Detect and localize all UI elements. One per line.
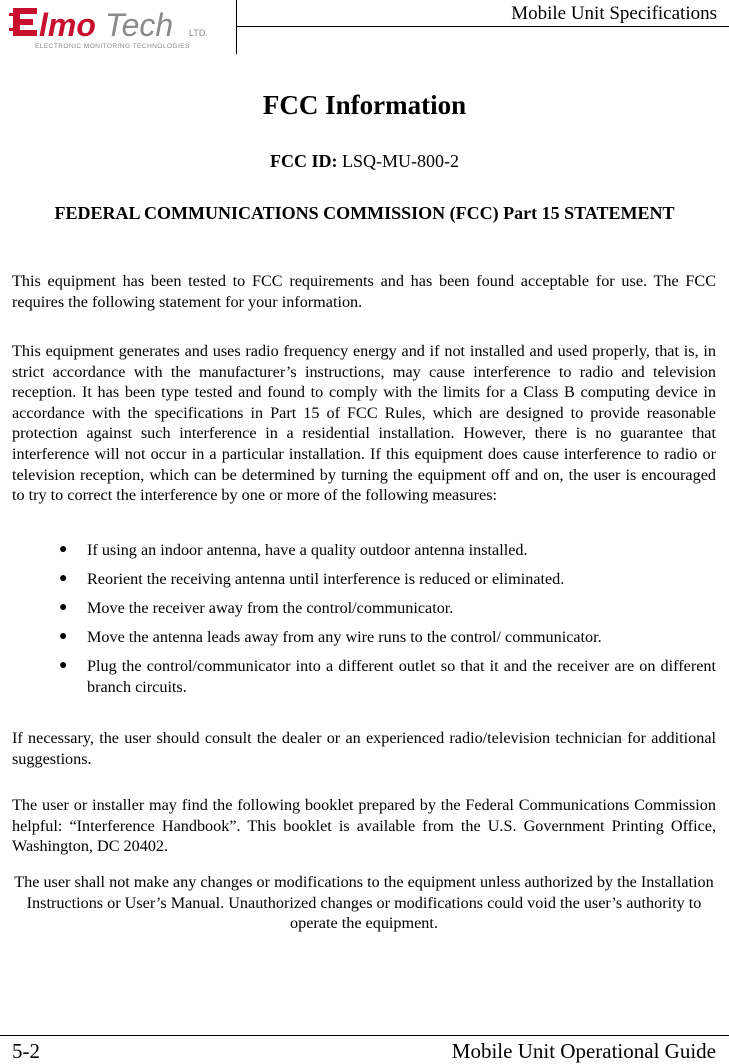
header-divider-horizontal [236, 26, 729, 27]
list-item [12, 598, 716, 619]
logo-tagline: ELECTRONIC MONITORING TECHNOLOGIES [35, 43, 190, 50]
list-item [12, 540, 716, 561]
bullet-icon: ● [59, 542, 68, 557]
list-item-text: Move the receiver away from the control/communicator. [87, 599, 454, 618]
logo-tech-text: Tech [105, 7, 174, 43]
footer-divider [0, 1035, 729, 1036]
page-header [0, 0, 729, 55]
bullet-icon: ● [59, 571, 68, 587]
logo-e-mark [9, 8, 37, 36]
paragraph-interference: This equipment generates and uses radio frequency energy and if not installed and used properly, that is, in strict accordance with the manufacturer’s instructions, may cause interference to radio and television reception. It has been type tested and found to comply with the limits for a Class B computing device in accordance with the specifications in Part 15 of FCC Rules, which are designed to provide reasonable protection against such interference in a residential installation. However, there is no guarantee that interference will not occur in a particular installation. If this equipment does cause interference to radio or television reception, which can be determined by turning the equipment off and on, the user is encouraged to try to correct the interference by one or more of the following measures: [12, 342, 716, 505]
list-item [12, 627, 716, 648]
page-number: 5-2 [12, 1039, 40, 1063]
statement-heading: FEDERAL COMMUNICATIONS COMMISSION (FCC) Part 15 STATEMENT [54, 203, 675, 223]
header-title: Mobile Unit Specifications [511, 3, 717, 24]
list-item-text: Plug the control/communicator into a different outlet so that it and the receiver are on different branch circuits. [87, 657, 716, 696]
bullet-icon: ● [59, 629, 68, 645]
header-divider-vertical [236, 0, 237, 54]
fcc-id-value: LSQ-MU-800-2 [337, 151, 459, 171]
page-title: FCC Information [262, 90, 467, 120]
footer-guide-title: Mobile Unit Operational Guide [451, 1039, 716, 1063]
bullet-icon: ● [59, 600, 68, 616]
list-item-text: Move the antenna leads away from any wire runs to the control/ communicator. [87, 628, 602, 647]
logo-ltd-text: LTD. [189, 28, 208, 38]
list-item [12, 569, 716, 590]
measures-list [12, 540, 716, 706]
fcc-id-line [0, 151, 729, 172]
list-item-text: If using an indoor antenna, have a quality outdoor antenna installed. [87, 541, 528, 559]
logo-elmo-text: lmo [39, 7, 96, 43]
elmotech-logo [9, 2, 231, 52]
paragraph-consult-dealer: If necessary, the user should consult the dealer or an experienced radio/television technician for additional suggestions. [12, 729, 716, 768]
list-item-text: Reorient the receiving antenna until interference is reduced or eliminated. [87, 570, 565, 589]
paragraph-booklet: The user or installer may find the following booklet prepared by the Federal Communications Commission helpful: “Interference Handbook”. This booklet is available from the U.S. Government Printing Office, Washington, DC 20402. [12, 796, 716, 856]
bullet-icon: ● [59, 658, 68, 674]
fcc-id-label: FCC ID: [270, 151, 338, 171]
paragraph-modifications: The user shall not make any changes or modifications to the equipment unless authorized by the Installation Instructions or User’s Manual. Unauthorized changes or modifications could void the user’s authority to operate the equipment. [14, 873, 714, 933]
paragraph-tested: This equipment has been tested to FCC requirements and has been found acceptable for use. The FCC requires the following statement for your information. [12, 272, 716, 311]
list-item [12, 656, 716, 697]
